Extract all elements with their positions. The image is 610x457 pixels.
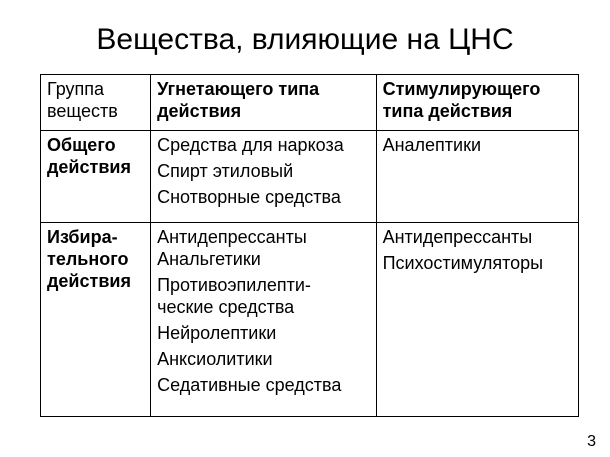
row-group-line: действия	[47, 157, 131, 177]
depressant-item: Снотворные средства	[157, 187, 341, 207]
table-row-general	[41, 131, 579, 223]
depressant-item: Спирт этиловый	[157, 161, 294, 181]
depressant-item: Средства для наркоза	[157, 135, 344, 155]
depressant-item: Нейролептики	[157, 323, 277, 343]
row-group-cell	[41, 223, 151, 417]
row-group-line: действия	[47, 271, 131, 291]
stimulant-item: Аналептики	[382, 135, 482, 155]
row-stimulant-cell	[376, 131, 578, 223]
header-depressant-line: Угнетающего типа	[157, 79, 320, 99]
header-cell-group	[41, 75, 151, 131]
page-number: 3	[587, 433, 596, 450]
row-group-line: Общего	[47, 135, 116, 155]
row-group-line: тельного	[47, 249, 129, 269]
row-group-cell	[41, 131, 151, 223]
header-stimulant-line: Стимулирующего	[382, 79, 541, 99]
header-depressant-line: действия	[157, 101, 242, 121]
header-cell-stimulant	[376, 75, 578, 131]
header-stimulant-line: типа действия	[382, 101, 513, 121]
header-group-line: веществ	[47, 101, 118, 121]
depressant-item: ческие средства	[157, 297, 295, 317]
depressant-item: Седативные средства	[157, 375, 342, 395]
depressant-item: Анальгетики	[157, 249, 261, 269]
table-header-row	[41, 75, 579, 131]
cns-substances-table	[40, 74, 579, 417]
row-group-line: Избира-	[47, 227, 118, 247]
stimulant-item: Психостимуляторы	[382, 253, 544, 273]
depressant-item: Антидепрессанты	[157, 227, 307, 247]
depressant-item: Противоэпилепти-	[157, 275, 311, 295]
header-cell-depressant	[151, 75, 376, 131]
table-row-selective	[41, 223, 579, 417]
slide-title: Вещества, влияющие на ЦНС	[96, 23, 514, 56]
row-depressant-cell	[151, 223, 376, 417]
stimulant-item: Антидепрессанты	[382, 227, 533, 247]
header-group-line: Группа	[47, 79, 105, 99]
row-depressant-cell	[151, 131, 376, 223]
row-stimulant-cell	[376, 223, 578, 417]
depressant-item: Анксиолитики	[157, 349, 273, 369]
